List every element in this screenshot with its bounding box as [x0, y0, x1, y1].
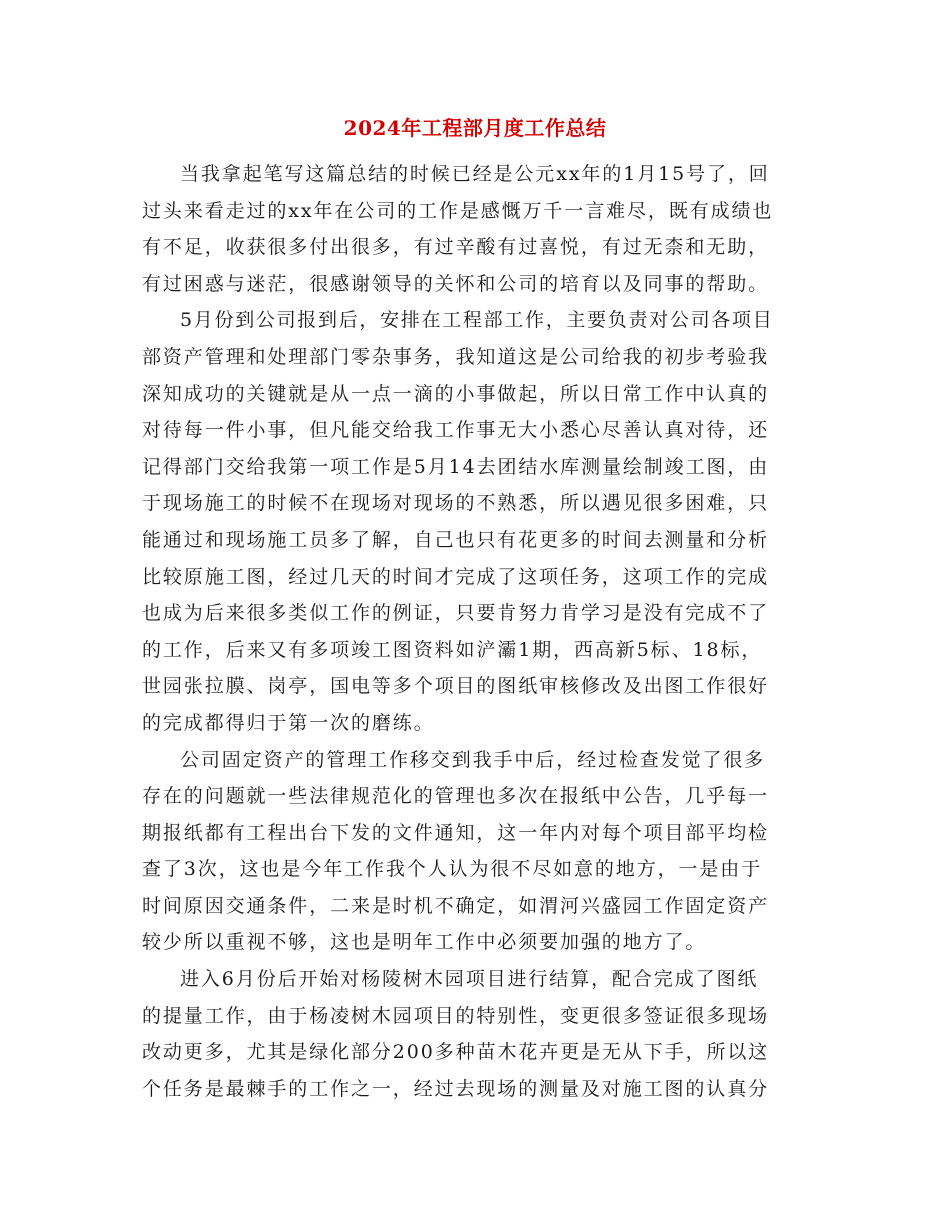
paragraph-1 [142, 156, 814, 302]
text-line: 有不足，收获很多付出很多，有过辛酸有过喜悦，有过无柰和无助， [142, 236, 770, 259]
text-line: 5月份到公司报到后，安排在工程部工作，主要负责对公司各项目 [180, 309, 774, 332]
text-line: 的完成都得归于第一次的磨练。 [142, 711, 435, 734]
text-line: 的工作，后来又有多项竣工图资料如浐灞1期，西高新5标、18标， [142, 638, 763, 661]
document-title: 2024年工程部月度工作总结 [343, 116, 607, 140]
text-line: 查了3次，这也是今年工作我个人认为很不尽如意的地方，一是由于 [142, 858, 763, 881]
text-line: 部资产管理和处理部门零杂事务，我知道这是公司给我的初步考验我 [142, 345, 770, 368]
text-line: 公司固定资产的管理工作移交到我手中后，经过检查发觉了很多 [180, 748, 766, 771]
text-line: 能通过和现场施工员多了解，自己也只有花更多的时间去测量和分析 [142, 528, 770, 551]
text-line: 深知成功的关键就是从一点一滴的小事做起，所以日常工作中认真的 [142, 382, 770, 405]
paragraph-3 [142, 742, 814, 962]
text-line: 记得部门交给我第一项工作是5月14去团结水库测量绘制竣工图，由 [142, 455, 770, 478]
text-line: 较少所以重视不够，这也是明年工作中必须要加强的地方了。 [142, 931, 707, 954]
text-line: 进入6月份后开始对杨陵树木园项目进行结算，配合完成了图纸 [180, 968, 759, 991]
text-line: 对待每一件小事，但凡能交给我工作事无大小悉心尽善认真对待，还 [142, 419, 770, 442]
text-line: 期报纸都有工程出台下发的文件通知，这一年内对每个项目部平均检 [142, 821, 770, 844]
text-line: 存在的问题就一些法律规范化的管理也多次在报纸中公告，几乎每一 [142, 785, 770, 808]
paragraph-2 [142, 302, 814, 741]
paragraph-4 [142, 961, 814, 1107]
text-line: 个任务是最棘手的工作之一，经过去现场的测量及对施工图的认真分 [142, 1077, 770, 1100]
text-line: 于现场施工的时候不在现场对现场的不熟悉，所以遇见很多困难，只 [142, 492, 770, 515]
text-line: 有过困惑与迷茫，很感谢领导的关怀和公司的培育以及同事的帮助。 [142, 272, 770, 295]
text-line: 的提量工作，由于杨凌树木园项目的特别性，变更很多签证很多现场 [142, 1004, 770, 1027]
document-body [142, 156, 814, 1107]
text-line: 世园张拉膜、岗亭，国电等多个项目的图纸审核修改及出图工作很好 [142, 675, 770, 698]
text-line: 当我拿起笔写这篇总结的时候已经是公元xx年的1月15号了，回 [180, 163, 770, 185]
text-line: 比较原施工图，经过几天的时间才完成了这项任务，这项工作的完成 [142, 565, 770, 588]
text-line: 过头来看走过的xx年在公司的工作是感慨万千一言难尽，既有成绩也 [142, 199, 774, 222]
text-line: 改动更多，尤其是绿化部分200多种苗木花卉更是无从下手，所以这 [142, 1041, 770, 1064]
text-line: 时间原因交通条件，二来是时机不确定，如渭河兴盛园工作固定资产 [142, 894, 770, 917]
text-line: 也成为后来很多类似工作的例证，只要肯努力肯学习是没有完成不了 [142, 602, 770, 625]
